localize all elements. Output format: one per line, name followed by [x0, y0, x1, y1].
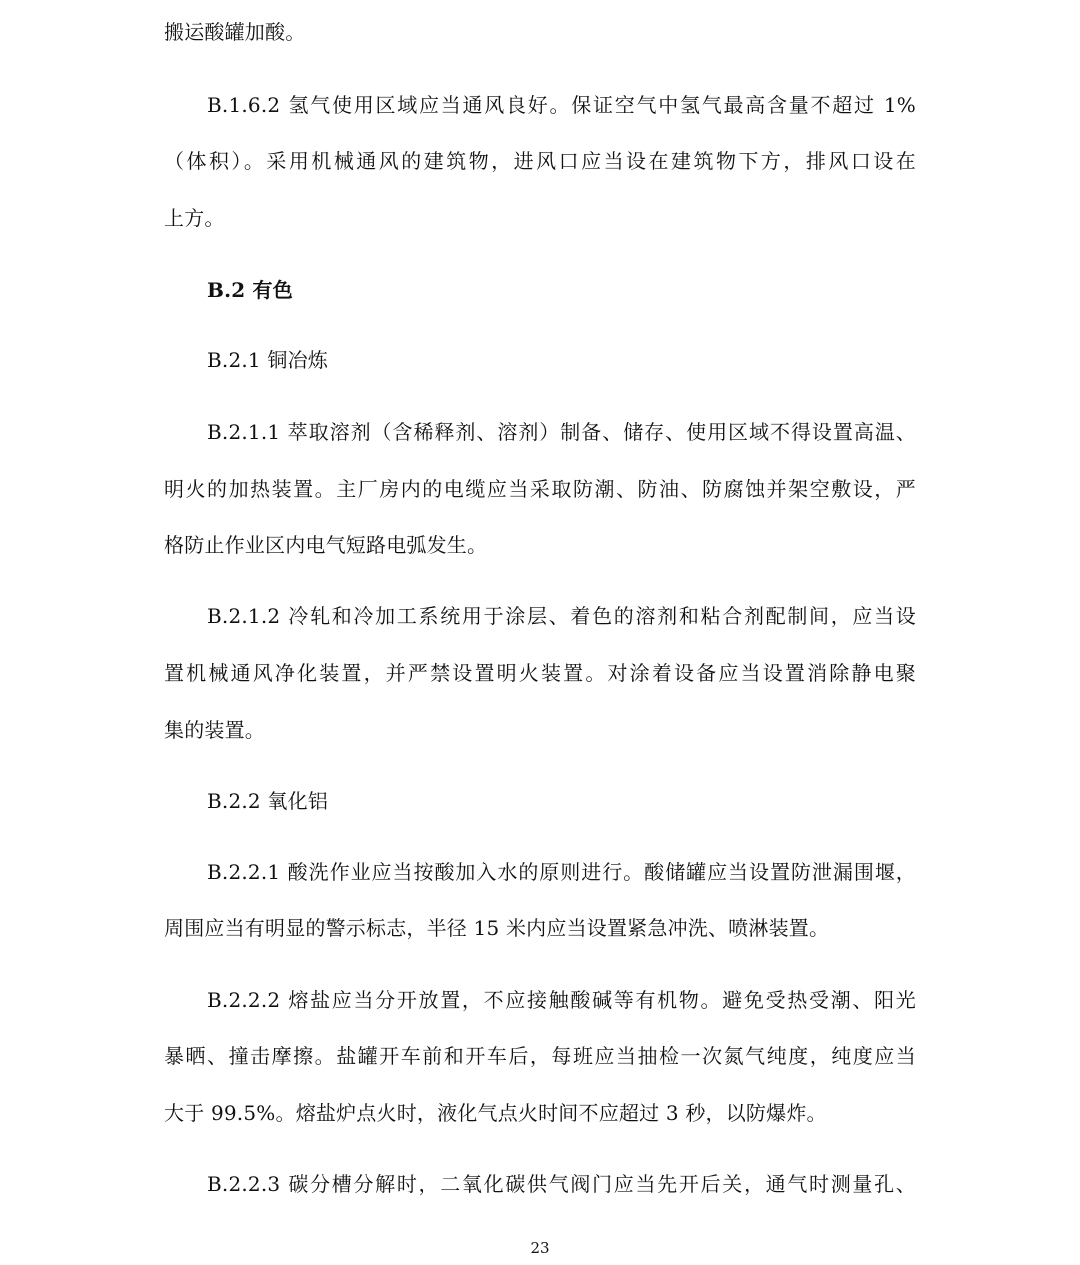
page-number: 23: [530, 1239, 550, 1257]
clause-b-2-2-3-line-1: B.2.2.3 碳分槽分解时，二氧化碳供气阀门应当先开后关，通气时测量孔、: [207, 1172, 916, 1196]
clause-b-2-2-2-line-3: 大于 99.5%。熔盐炉点火时，液化气点火时间不应超过 3 秒，以防爆炸。: [164, 1101, 827, 1125]
clause-b-2-1-2-line-3: 集的装置。: [164, 718, 265, 742]
section-heading-b-2: B.2 有色: [207, 278, 293, 302]
clause-b-1-6-2-line-2: （体积）。采用机械通风的建筑物，进风口应当设在建筑物下方，排风口设在: [164, 149, 916, 173]
subsection-heading-b-2-1: B.2.1 铜冶炼: [207, 348, 329, 372]
clause-b-2-1-1-line-3: 格防止作业区内电气短路电弧发生。: [164, 533, 488, 557]
clause-b-2-2-2-line-1: B.2.2.2 熔盐应当分开放置，不应接触酸碱等有机物。避免受热受潮、阳光: [207, 988, 916, 1012]
clause-b-2-1-1-line-2: 明火的加热装置。主厂房内的电缆应当采取防潮、防油、防腐蚀并架空敷设，严: [164, 477, 916, 501]
clause-b-2-2-1-line-1: B.2.2.1 酸洗作业应当按酸加入水的原则进行。酸储罐应当设置防泄漏围堰，: [207, 860, 916, 884]
subsection-heading-b-2-2: B.2.2 氧化铝: [207, 789, 329, 813]
clause-b-1-6-2-line-1: B.1.6.2 氢气使用区域应当通风良好。保证空气中氢气最高含量不超过 1%: [207, 93, 916, 117]
clause-b-2-1-2-line-1: B.2.1.2 冷轧和冷加工系统用于涂层、着色的溶剂和粘合剂配制间，应当设: [207, 604, 916, 628]
clause-b-2-1-1-line-1: B.2.1.1 萃取溶剂（含稀释剂、溶剂）制备、储存、使用区域不得设置高温、: [207, 420, 916, 444]
text-line-continuation: 搬运酸罐加酸。: [164, 20, 306, 44]
clause-b-2-2-2-line-2: 暴晒、撞击摩擦。盐罐开车前和开车后，每班应当抽检一次氮气纯度，纯度应当: [164, 1044, 916, 1068]
clause-b-2-2-1-line-2: 周围应当有明显的警示标志，半径 15 米内应当设置紧急冲洗、喷淋装置。: [164, 916, 830, 940]
clause-b-2-1-2-line-2: 置机械通风净化装置，并严禁设置明火装置。对涂着设备应当设置消除静电聚: [164, 661, 916, 685]
clause-b-1-6-2-line-3: 上方。: [164, 206, 225, 230]
